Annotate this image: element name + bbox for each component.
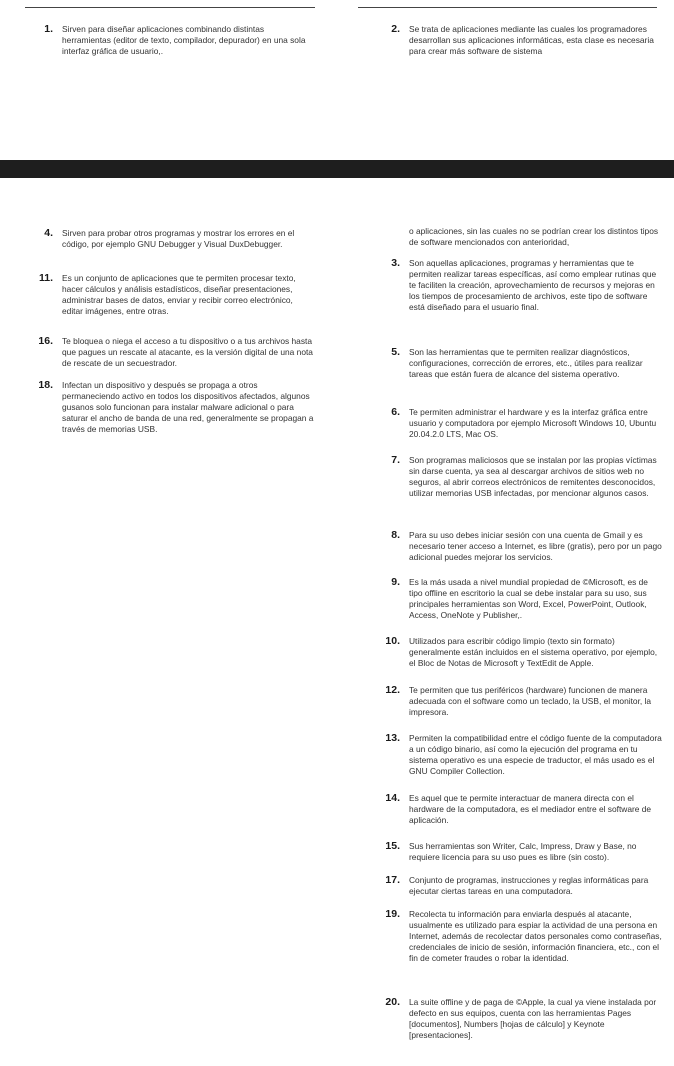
list-item-9 — [372, 577, 662, 621]
list-item-6 — [372, 407, 662, 440]
item-text: Utilizados para escribir código limpio (texto sin formato) generalmente están incluidos en el sistema operativo, por ejemplo, el Bloc de Notas de Microsoft y TextEdit de Apple. — [409, 636, 658, 669]
item-number: 5. — [391, 346, 400, 358]
item-text: Conjunto de programas, instrucciones y reglas informáticas para ejecutar ciertas tareas en una computadora. — [409, 875, 649, 897]
item-text: Se trata de aplicaciones mediante las cuales los programadores desarrollan sus aplicaciones informáticas, esta clase es necesaria para crear más software de sistema — [409, 24, 654, 57]
item-number: 11. — [38, 272, 53, 284]
top-rule-right — [358, 7, 657, 8]
list-item-13 — [372, 733, 662, 777]
item-text: Para su uso debes iniciar sesión con una cuenta de Gmail y es necesario tener acceso a Internet, es libre (gratis), pero por un pago adicional puedes mejorar los servicios. — [409, 530, 662, 563]
item-text: Es un conjunto de aplicaciones que te permiten procesar texto, hacer cálculos y análisis estadísticos, diseñar presentaciones, administrar bases de datos, enviar y recibir correo electrónico, editar imágenes, entre otras. — [62, 273, 296, 317]
item-number: 17. — [385, 874, 400, 886]
item-number: 18. — [38, 379, 53, 391]
item-text: Permiten la compatibilidad entre el código fuente de la computadora a un código binario, así como la ejecución del programa en tu sistema operativo es una especie de traductor, el más usado es el GNU Compiler Collection. — [409, 733, 662, 777]
item-text: Te bloquea o niega el acceso a tu dispositivo o a tus archivos hasta que pagues un rescate al atacante, es la versión digital de una nota de rescate de un secuestrador. — [62, 336, 313, 369]
item-text: Recolecta tu información para enviarla después al atacante, usualmente es utilizado para espiar la actividad de una persona en Internet, además de recolectar datos personales como contraseñas, credenciales de inicio de sesión, información financiera, etc., con el fin de cometer fraudes o robar la identidad. — [409, 909, 662, 964]
item-number: 2. — [391, 23, 400, 35]
item-2-continuation: o aplicaciones, sin las cuales no se podrían crear los distintos tipos de software mencionados con anterioridad, — [409, 226, 659, 248]
list-item-1 — [25, 24, 315, 57]
item-number: 12. — [385, 684, 400, 696]
list-item-5 — [372, 347, 662, 380]
item-text: Son las herramientas que te permiten realizar diagnósticos, configuraciones, corrección de errores, etc., útiles para realizar tareas que están fuera de alcance del sistema operativo. — [409, 347, 643, 380]
list-item-10 — [372, 636, 662, 669]
item-text: Sirven para probar otros programas y mostrar los errores en el código, por ejemplo GNU Debugger y Visual DuxDebugger. — [62, 228, 295, 250]
item-text: Son aquellas aplicaciones, programas y herramientas que te permiten realizar tareas específicas, así como emplear rutinas que te faciliten la creación, aprovechamiento de recursos y mejoras en los tiempos de procesamiento de archivos, este tipo de software está diseñado para el usuario final. — [409, 258, 657, 313]
item-text: La suite offline y de paga de ©Apple, la cual ya viene instalada por defecto en sus equipos, cuenta con las herramientas Pages [documentos], Numbers [hojas de cálculo] y Keynote [presentaciones]. — [409, 997, 657, 1041]
item-text: Te permiten administrar el hardware y es la interfaz gráfica entre usuario y computadora por ejemplo Microsoft Windows 10, Ubuntu 20.04.2.0 LTS, Mac OS. — [409, 407, 657, 440]
item-number: 4. — [44, 227, 53, 239]
item-number: 6. — [391, 406, 400, 418]
list-item-7 — [372, 455, 662, 499]
item-text: Es la más usada a nivel mundial propiedad de ©Microsoft, es de tipo offline en escritorio la cual se debe instalar para su uso, sus principales herramientas son Word, Excel, PowerPoint, Outlook, Access, OneNote y Publisher,. — [409, 577, 648, 621]
list-item-8 — [372, 530, 662, 563]
top-rule-left — [25, 7, 315, 8]
item-number: 9. — [391, 576, 400, 588]
item-number: 3. — [391, 257, 400, 269]
item-number: 13. — [385, 732, 400, 744]
item-number: 14. — [385, 792, 400, 804]
list-item-12 — [372, 685, 662, 718]
item-number: 20. — [385, 996, 400, 1008]
item-text: Sirven para diseñar aplicaciones combinando distintas herramientas (editor de texto, compilador, depurador) en una sola interfaz gráfica de usuario,. — [62, 24, 306, 57]
list-item-2 — [372, 24, 660, 57]
item-number: 16. — [38, 335, 53, 347]
list-item-17 — [372, 875, 662, 897]
item-text: Es aquel que te permite interactuar de manera directa con el hardware de la computadora, es el mediador entre el software de aplicación. — [409, 793, 652, 826]
item-text: Te permiten que tus periféricos (hardware) funcionen de manera adecuada con el software como un teclado, la USB, el monitor, la impresora. — [409, 685, 652, 718]
list-item-19 — [372, 909, 662, 964]
list-item-3 — [372, 258, 662, 313]
list-item-4 — [25, 228, 315, 250]
item-number: 10. — [385, 635, 400, 647]
list-item-18 — [25, 380, 315, 435]
item-number: 19. — [385, 908, 400, 920]
list-item-14 — [372, 793, 662, 826]
item-text: Son programas maliciosos que se instalan por las propias víctimas sin darse cuenta, ya sea al descargar archivos de sitios web no seguros, al abrir correos electrónicos de remitentes desconocidos, utilizar memorias USB infectadas, por mencionar algunos casos. — [409, 455, 657, 499]
list-item-15 — [372, 841, 662, 863]
item-number: 8. — [391, 529, 400, 541]
black-divider-band — [0, 160, 674, 178]
list-item-11 — [25, 273, 315, 317]
item-number: 1. — [44, 23, 53, 35]
item-text: Sus herramientas son Writer, Calc, Impress, Draw y Base, no requiere licencia para su uso pues es libre (sin costo). — [409, 841, 637, 863]
list-item-20 — [372, 997, 662, 1041]
item-text: Infectan un dispositivo y después se propaga a otros permaneciendo activo en todos los dispositivos afectados, algunos gusanos solo funcionan para instalar malware adicional o para saturar el ancho de banda de una red, generalmente se propagan a través de memorias USB. — [62, 380, 314, 435]
list-item-16 — [25, 336, 315, 369]
item-number: 15. — [385, 840, 400, 852]
item-number: 7. — [391, 454, 400, 466]
